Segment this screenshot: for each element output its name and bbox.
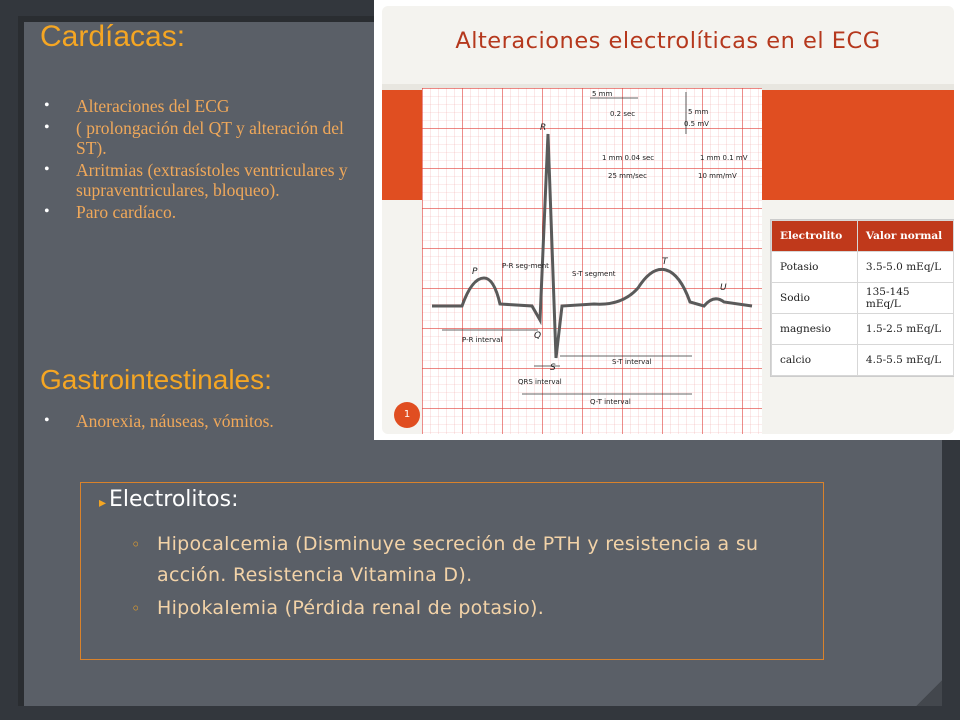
ecg-wave-t: T — [662, 257, 668, 267]
ecg-grid — [422, 88, 762, 434]
list-item: • Arritmias (extrasístoles ventriculares y supraventriculares, bloqueo). — [44, 160, 354, 200]
gastro-title: Gastrointestinales: — [40, 364, 272, 395]
ecg-wave-s: S — [550, 363, 556, 373]
cardiac-title: Cardíacas: — [40, 20, 186, 53]
table-row — [772, 314, 954, 345]
ecg-label-5mm-side: 5 mm — [688, 108, 709, 116]
triangle-bullet-icon: ▸ — [99, 495, 107, 511]
ecg-label-qt-interval: Q-T interval — [590, 398, 631, 406]
ecg-label-st-segment: S-T segment — [572, 270, 616, 278]
ecg-label-1mm-volt: 1 mm 0.1 mV — [700, 154, 748, 162]
ecg-wave-u: U — [720, 283, 727, 293]
table-cell: Sodio — [772, 283, 858, 314]
box-title-text: Electrolitos: — [109, 487, 239, 512]
box-title — [99, 487, 239, 512]
electrolytes-box — [80, 482, 824, 660]
slide-inner — [382, 6, 954, 434]
cardiac-list — [44, 96, 354, 224]
ecg-label-st-interval: S-T interval — [612, 358, 652, 366]
ecg-label-0.2sec: 0.2 sec — [610, 110, 636, 118]
ecg-label-0.5mv: 0.5 mV — [684, 120, 709, 128]
table-cell: 135-145 mEq/L — [857, 283, 953, 314]
table-row — [772, 252, 954, 283]
list-item: ◦ Hipokalemia (Pérdida renal de potasio). — [131, 593, 771, 624]
list-item: • Paro cardíaco. — [44, 202, 354, 222]
box-list — [131, 529, 771, 626]
embedded-slide — [374, 0, 960, 440]
ecg-label-pr-interval: P-R interval — [462, 336, 503, 344]
table-cell: 3.5-5.0 mEq/L — [857, 252, 953, 283]
electrolyte-table — [771, 220, 954, 376]
ecg-label-5mm-top: 5 mm — [592, 90, 613, 98]
table-header: Electrolito — [772, 221, 858, 252]
ecg-label-gain: 10 mm/mV — [698, 172, 737, 180]
table-cell: 4.5-5.5 mEq/L — [857, 345, 953, 376]
table-cell: magnesio — [772, 314, 858, 345]
ecg-label-pr-segment: P-R seg-ment — [502, 262, 549, 270]
list-item: • Alteraciones del ECG — [44, 96, 354, 116]
list-item: ◦ Hipocalcemia (Disminuye secreción de PTH y resistencia a su acción. Resistencia Vitamina D). — [131, 529, 771, 591]
ecg-wave-r: R — [540, 123, 547, 133]
ecg-label-1mm-time: 1 mm 0.04 sec — [602, 154, 655, 162]
table-row — [772, 283, 954, 314]
ecg-label-speed: 25 mm/sec — [608, 172, 647, 180]
ecg-label-qrs-interval: QRS interval — [518, 378, 562, 386]
list-item: • ( prolongación del QT y alteración del ST). — [44, 118, 354, 158]
table-row — [772, 345, 954, 376]
table-cell: Potasio — [772, 252, 858, 283]
table-header: Valor normal — [857, 221, 953, 252]
table-cell: 1.5-2.5 mEq/L — [857, 314, 953, 345]
ecg-wave-p: P — [472, 267, 478, 277]
ecg-diagram — [422, 88, 762, 434]
gastro-list — [44, 408, 344, 434]
ecg-wave-q: Q — [534, 331, 542, 341]
list-item: • Anorexia, náuseas, vómitos. — [44, 408, 344, 434]
slide-title: Alteraciones electrolíticas en el ECG — [455, 28, 881, 54]
table-cell: calcio — [772, 345, 858, 376]
slide-number-badge: 1 — [394, 402, 420, 428]
